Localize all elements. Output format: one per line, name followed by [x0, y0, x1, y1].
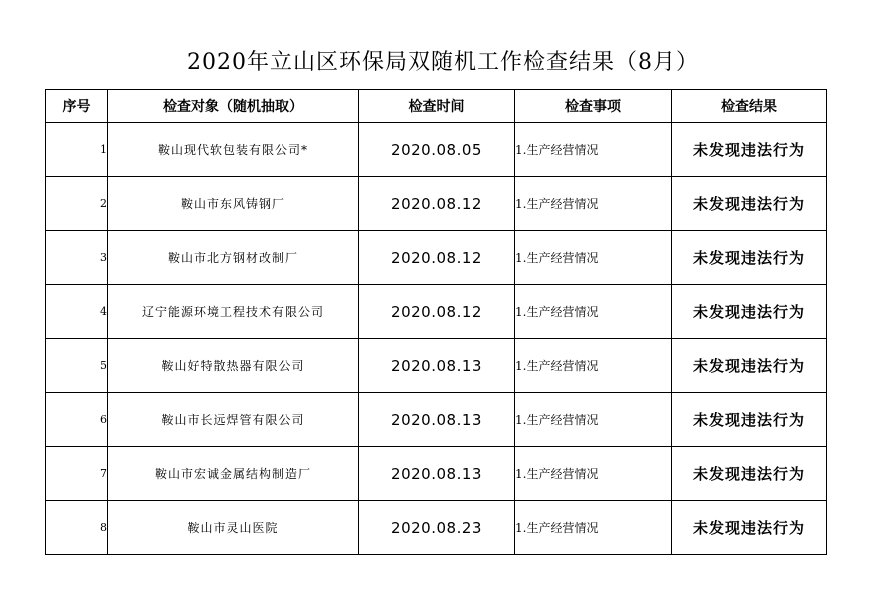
cell-target: 辽宁能源环境工程技术有限公司 — [108, 285, 359, 339]
cell-result: 未发现违法行为 — [672, 231, 827, 285]
cell-item: 1.生产经营情况 — [515, 177, 672, 231]
cell-no: 5 — [46, 339, 108, 393]
header-row — [46, 90, 827, 123]
cell-result: 未发现违法行为 — [672, 393, 827, 447]
table-row — [46, 339, 827, 393]
cell-no: 6 — [46, 393, 108, 447]
cell-item: 1.生产经营情况 — [515, 447, 672, 501]
cell-target: 鞍山市灵山医院 — [108, 501, 359, 555]
cell-no: 1 — [46, 123, 108, 177]
cell-item: 1.生产经营情况 — [515, 393, 672, 447]
header-target: 检查对象（随机抽取） — [108, 90, 359, 123]
table-header — [46, 90, 827, 123]
cell-result: 未发现违法行为 — [672, 447, 827, 501]
cell-date: 2020.08.23 — [359, 501, 515, 555]
header-result: 检查结果 — [672, 90, 827, 123]
cell-target: 鞍山市东风铸钢厂 — [108, 177, 359, 231]
table-body — [46, 123, 827, 555]
cell-item: 1.生产经营情况 — [515, 123, 672, 177]
table-row — [46, 447, 827, 501]
inspection-results-table — [45, 89, 827, 555]
cell-item: 1.生产经营情况 — [515, 231, 672, 285]
cell-date: 2020.08.12 — [359, 231, 515, 285]
cell-target: 鞍山好特散热器有限公司 — [108, 339, 359, 393]
cell-result: 未发现违法行为 — [672, 501, 827, 555]
cell-item: 1.生产经营情况 — [515, 501, 672, 555]
cell-result: 未发现违法行为 — [672, 339, 827, 393]
cell-date: 2020.08.13 — [359, 447, 515, 501]
table-row — [46, 177, 827, 231]
cell-date: 2020.08.13 — [359, 393, 515, 447]
cell-result: 未发现违法行为 — [672, 285, 827, 339]
cell-no: 8 — [46, 501, 108, 555]
document-title: 2020年立山区环保局双随机工作检查结果（8月） — [187, 50, 699, 75]
cell-date: 2020.08.12 — [359, 177, 515, 231]
cell-no: 3 — [46, 231, 108, 285]
cell-target: 鞍山市北方钢材改制厂 — [108, 231, 359, 285]
cell-date: 2020.08.13 — [359, 339, 515, 393]
cell-target: 鞍山市宏诚金属结构制造厂 — [108, 447, 359, 501]
cell-target: 鞍山现代软包装有限公司* — [108, 123, 359, 177]
table-row — [46, 393, 827, 447]
cell-target: 鞍山市长远焊管有限公司 — [108, 393, 359, 447]
cell-no: 7 — [46, 447, 108, 501]
cell-date: 2020.08.05 — [359, 123, 515, 177]
header-no: 序号 — [46, 90, 108, 123]
cell-result: 未发现违法行为 — [672, 177, 827, 231]
table-row — [46, 231, 827, 285]
cell-item: 1.生产经营情况 — [515, 285, 672, 339]
table-row — [46, 501, 827, 555]
cell-result: 未发现违法行为 — [672, 123, 827, 177]
table-row — [46, 285, 827, 339]
cell-no: 4 — [46, 285, 108, 339]
table-row — [46, 123, 827, 177]
cell-no: 2 — [46, 177, 108, 231]
header-item: 检查事项 — [515, 90, 672, 123]
header-date: 检查时间 — [359, 90, 515, 123]
cell-item: 1.生产经营情况 — [515, 339, 672, 393]
cell-date: 2020.08.12 — [359, 285, 515, 339]
